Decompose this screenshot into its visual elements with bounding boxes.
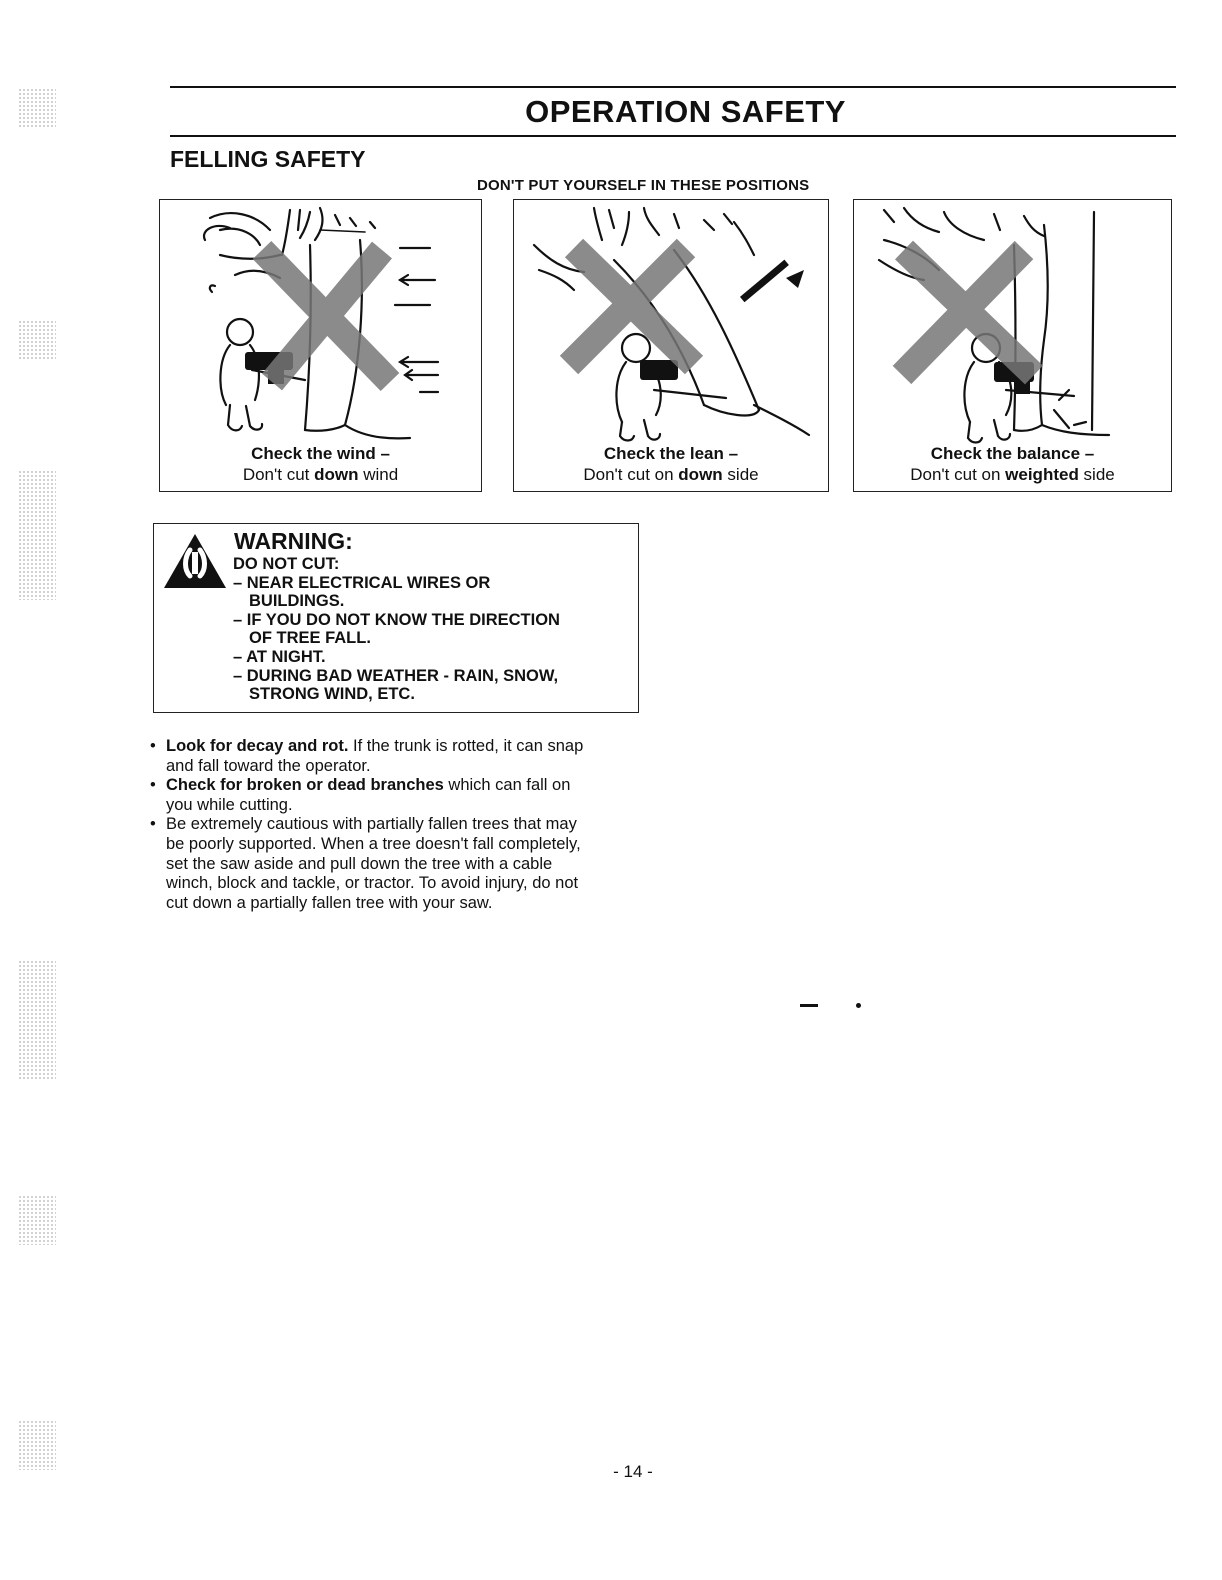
list-item: [148, 815, 648, 913]
warning-line: BUILDINGS.: [249, 592, 345, 611]
positions-subheading: DON'T PUT YOURSELF IN THESE POSITIONS: [477, 177, 810, 194]
header-bottom-rule: [170, 135, 1176, 137]
bullet-dot: •: [150, 815, 156, 834]
warning-line: – DURING BAD WEATHER - RAIN, SNOW,: [233, 666, 559, 685]
caption-suffix: wind: [358, 465, 399, 484]
list-item: [148, 776, 648, 815]
warning-line: OF TREE FALL.: [249, 629, 371, 648]
section-heading: FELLING SAFETY: [170, 146, 366, 172]
warning-line: – IF YOU DO NOT KNOW THE DIRECTION: [233, 610, 560, 629]
bullet-text: which can fall on: [443, 776, 571, 795]
caption-bold: down: [678, 465, 723, 484]
bullet-text: cut down a partially fallen tree with your saw.: [166, 893, 493, 912]
illustration-panel-wind: [159, 199, 482, 492]
panel-caption-lean: [514, 443, 828, 485]
bullet-text: you while cutting.: [166, 795, 293, 814]
scan-artifact: [18, 1195, 56, 1245]
page-title: OPERATION SAFETY: [525, 94, 846, 129]
caption-prefix: Don't cut on: [910, 465, 1006, 484]
list-item: [148, 737, 648, 776]
warning-line: STRONG WIND, ETC.: [249, 685, 415, 704]
bullet-text: set the saw aside and pull down the tree with a cable: [166, 854, 553, 873]
bullet-bold: Look for decay and rot.: [166, 737, 349, 755]
page-number: - 14 -: [613, 1462, 653, 1481]
bullet-text: and fall toward the operator.: [166, 756, 371, 775]
caption-suffix: side: [722, 465, 759, 484]
scan-mark: [800, 1004, 818, 1007]
warning-line: – NEAR ELECTRICAL WIRES OR: [233, 573, 491, 592]
header-top-rule: [170, 86, 1176, 88]
warning-line: DO NOT CUT:: [233, 555, 340, 573]
caption-bold: weighted: [1005, 465, 1079, 484]
illustration-panel-lean: [513, 199, 829, 492]
caption-line1: Check the balance –: [930, 444, 1095, 463]
panel-caption-wind: [160, 443, 481, 485]
caption-line2: [854, 464, 1171, 485]
tree-balance-illustration: [854, 200, 1173, 445]
caption-suffix: side: [1078, 465, 1115, 484]
scan-artifact: [18, 320, 56, 360]
bullet-text: be poorly supported. When a tree doesn't fall completely,: [166, 834, 581, 853]
warning-list: [233, 555, 560, 704]
caption-line2: [160, 464, 481, 485]
warning-line: – AT NIGHT.: [233, 647, 326, 666]
bullet-bold: Check for broken or dead branches: [166, 776, 444, 795]
warning-title: WARNING:: [234, 528, 353, 554]
bullet-text: Be extremely cautious with partially fallen trees that may: [166, 815, 577, 834]
bullet-text: If the trunk is rotted, it can snap: [348, 737, 584, 755]
scan-mark: [856, 1003, 861, 1008]
bullet-dot: •: [150, 737, 156, 755]
bullet-text: winch, block and tackle, or tractor. To avoid injury, do not: [166, 874, 579, 893]
scan-artifact: [18, 88, 56, 128]
warning-box: [153, 523, 639, 713]
caption-bold: down: [314, 465, 359, 484]
illustration-panel-balance: [853, 199, 1172, 492]
tree-lean-illustration: [514, 200, 830, 445]
safety-bullet-list: [148, 737, 648, 913]
panel-caption-balance: [854, 443, 1171, 485]
warning-triangle-icon: [160, 530, 230, 600]
scan-artifact: [18, 470, 56, 600]
scan-artifact: [18, 960, 56, 1080]
caption-prefix: Don't cut: [242, 465, 315, 484]
tree-wind-illustration: [160, 200, 483, 445]
caption-line2: [514, 464, 828, 485]
bullet-dot: •: [150, 776, 156, 795]
caption-line1: Check the wind –: [251, 444, 390, 463]
caption-prefix: Don't cut on: [583, 465, 679, 484]
caption-line1: Check the lean –: [603, 444, 739, 463]
